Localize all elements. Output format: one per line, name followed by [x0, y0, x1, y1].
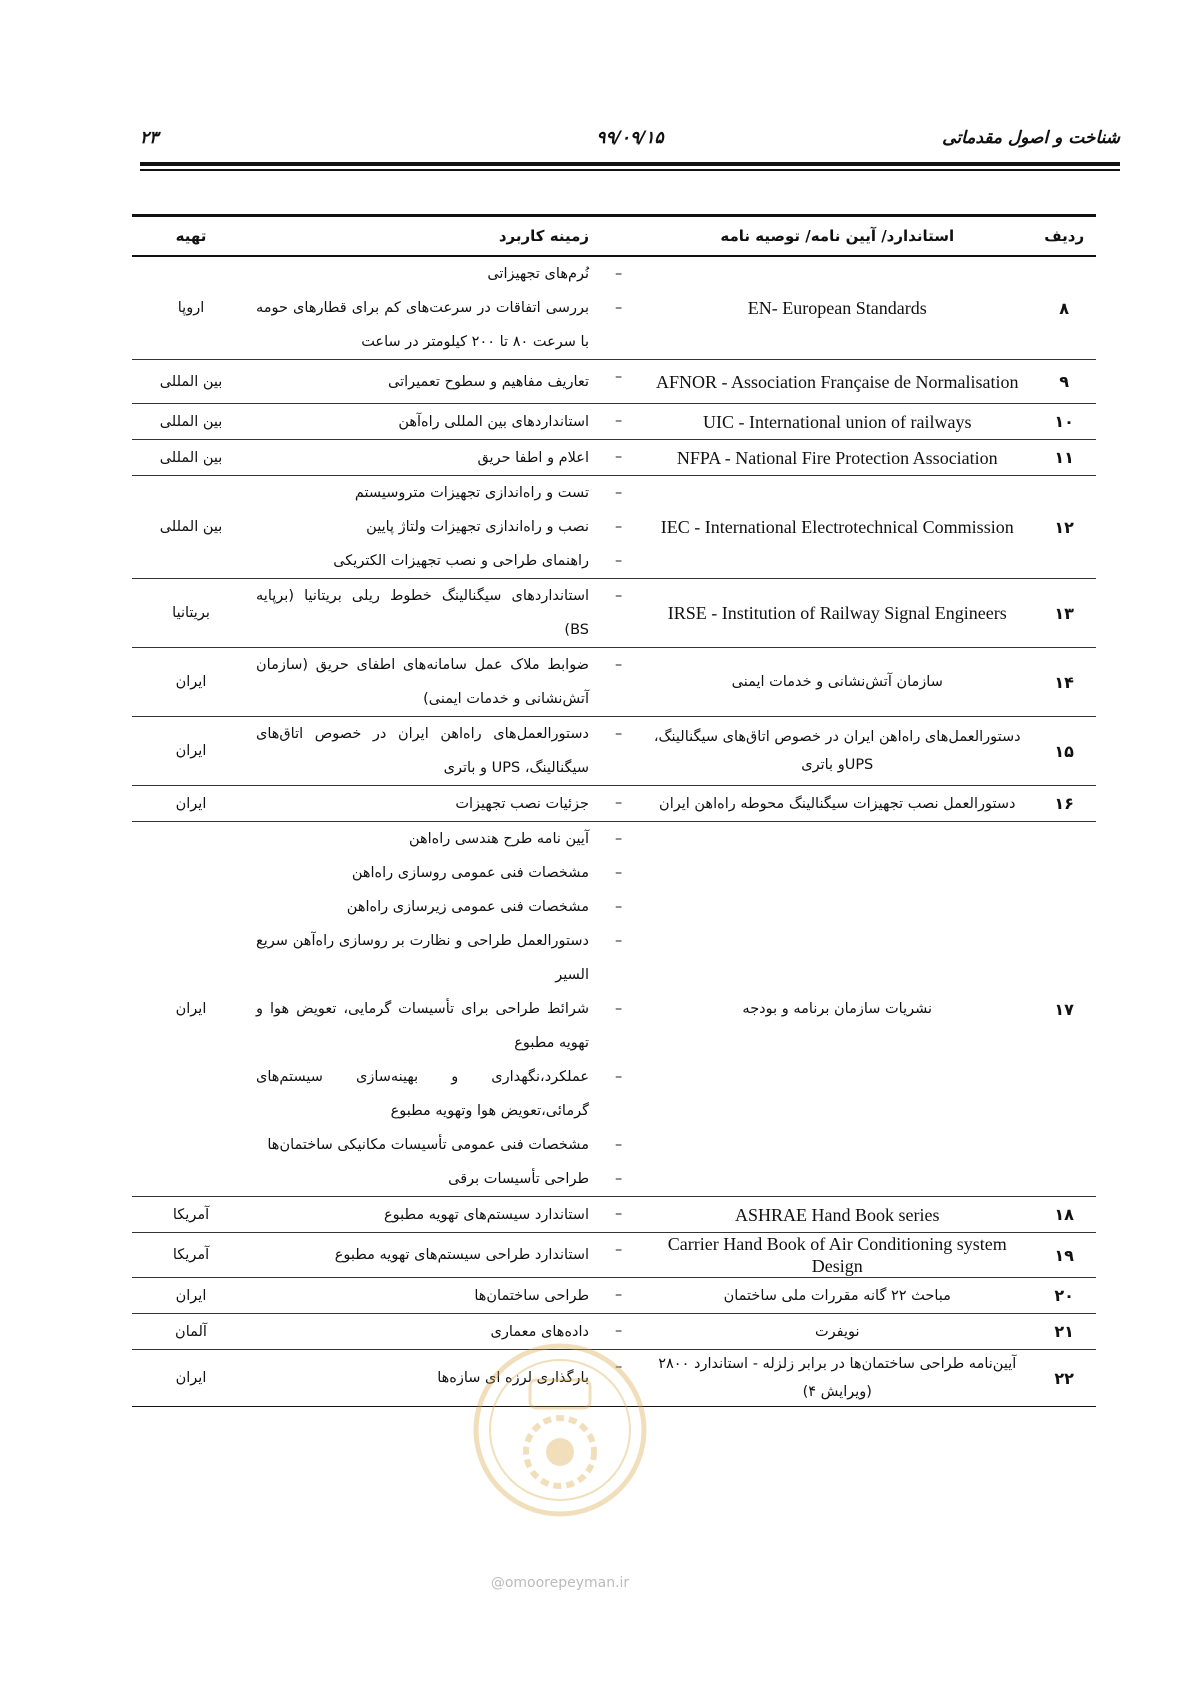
dash-bullet: – [614, 1069, 623, 1085]
row-number: ۲۰ [1032, 1278, 1096, 1314]
standard-name [642, 822, 1032, 1197]
dash-bullet: – [614, 1001, 623, 1017]
standard-name [642, 1350, 1032, 1407]
standard-name [642, 360, 1032, 404]
application-item: مشخصات فنی عمومی تأسیسات مکانیکی ساختمان‌ها [267, 1137, 589, 1153]
dash-bullet: – [614, 369, 623, 385]
dash-bullet: – [614, 795, 623, 811]
application-item: تعاریف مفاهیم و سطوح تعمیراتی [388, 373, 589, 390]
table-row [132, 579, 1096, 648]
standard-name [642, 1233, 1032, 1278]
application-item: استاندارد سیستم‌های تهویه مطبوع [383, 1206, 589, 1223]
row-number: ۱۳ [1032, 579, 1096, 648]
standard-text: AFNOR - Association Française de Normalisation [656, 371, 1019, 392]
standard-name [642, 717, 1032, 786]
preparer: ایران [132, 822, 250, 1197]
application-item: مشخصات فنی عمومی روسازی راه‌اهن [351, 865, 589, 881]
table-row [132, 717, 1096, 786]
bullet-column [595, 1197, 642, 1233]
standard-text: نویفرت [814, 1323, 860, 1340]
standard-text: دستورالعمل نصب تجهیزات سیگنالینگ محوطه راه‌اهن ایران [659, 795, 1016, 812]
bullet-column [595, 579, 642, 648]
table-row [132, 1233, 1096, 1278]
application-field [250, 476, 595, 579]
dash-bullet: – [614, 1137, 623, 1153]
table-row [132, 360, 1096, 404]
application-item: بررسی اتفاقات در سرعت‌های کم برای قطارهای حومه با سرعت ۸۰ تا ۲۰۰ کیلومتر در ساعت [256, 300, 589, 350]
preparer: بین المللی [132, 476, 250, 579]
dash-bullet: – [614, 657, 623, 673]
preparer: آمریکا [132, 1197, 250, 1233]
preparer: بین المللی [132, 440, 250, 476]
application-item: جزئیات نصب تجهیزات [455, 795, 589, 812]
row-number: ۱۴ [1032, 648, 1096, 717]
application-item: بارگذاری لرزه ای سازه‌ها [437, 1370, 589, 1386]
table-body [132, 256, 1096, 1407]
standard-name [642, 1314, 1032, 1350]
table-row [132, 1278, 1096, 1314]
dash-bullet: – [614, 1206, 623, 1222]
application-item: استاندارد طراحی سیستم‌های تهویه مطبوع [334, 1247, 589, 1263]
preparer: اروپا [132, 256, 250, 360]
preparer: ایران [132, 717, 250, 786]
bullet-column [595, 256, 642, 360]
page-number: ۲۳ [140, 128, 159, 148]
standard-text: NFPA - National Fire Protection Association [676, 447, 998, 468]
application-field [250, 1197, 595, 1233]
bullet-column [595, 440, 642, 476]
header-rule-thick [140, 162, 1120, 166]
application-item: استانداردهای سیگنالینگ خطوط ریلی بریتانیا (برپایه BS) [256, 588, 589, 638]
bullet-column [595, 822, 642, 1197]
application-item: راهنمای طراحی و نصب تجهیزات الکتریکی [333, 553, 589, 569]
application-field [250, 822, 595, 1197]
application-field [250, 256, 595, 360]
row-number: ۲۱ [1032, 1314, 1096, 1350]
bullet-column [595, 1233, 642, 1278]
standard-name [642, 648, 1032, 717]
application-item: طراحی تأسیسات برقی [448, 1171, 589, 1187]
dash-bullet: – [614, 1171, 623, 1187]
application-item: استانداردهای بین المللی راه‌آهن [398, 413, 589, 430]
row-number: ۱۹ [1032, 1233, 1096, 1278]
dash-bullet: – [614, 726, 623, 742]
bullet-column [595, 360, 642, 404]
standard-name [642, 1278, 1032, 1314]
dash-bullet: – [614, 519, 623, 535]
bullet-column [595, 786, 642, 822]
application-item: آیین نامه طرح هندسی راه‌اهن [408, 831, 589, 847]
row-number: ۱۶ [1032, 786, 1096, 822]
standard-text: Carrier Hand Book of Air Conditioning system Design [667, 1234, 1007, 1276]
dash-bullet: – [614, 553, 623, 569]
dash-bullet: – [614, 899, 623, 915]
table-row [132, 476, 1096, 579]
standard-text: نشریات سازمان برنامه و بودجه [742, 1001, 933, 1017]
application-field [250, 1278, 595, 1314]
application-field [250, 648, 595, 717]
row-number: ۱۱ [1032, 440, 1096, 476]
dash-bullet: – [614, 933, 623, 949]
standard-text: آیین‌نامه طراحی ساختمان‌ها در برابر زلزله - استاندارد ۲۸۰۰ (ویرایش ۴) [658, 1356, 1017, 1400]
preparer: بین المللی [132, 404, 250, 440]
preparer: ایران [132, 648, 250, 717]
application-field [250, 404, 595, 440]
bullet-column [595, 717, 642, 786]
application-item: تست و راه‌اندازی تجهیزات متروسیستم [354, 485, 589, 501]
col-header-bullets [595, 216, 642, 257]
standard-text: IEC - International Electrotechnical Commission [660, 517, 1014, 537]
preparer: آمریکا [132, 1233, 250, 1278]
preparer: ایران [132, 1278, 250, 1314]
table-row [132, 786, 1096, 822]
row-number: ۱۰ [1032, 404, 1096, 440]
standard-name [642, 256, 1032, 360]
row-number: ۱۷ [1032, 822, 1096, 1197]
application-item: داده‌های معماری [490, 1323, 589, 1340]
table-row [132, 256, 1096, 360]
bullet-column [595, 404, 642, 440]
dash-bullet: – [614, 588, 623, 604]
application-field [250, 717, 595, 786]
application-item: شرائط طراحی برای تأسیسات گرمایی، تعویض هوا و تهویه مطبوع [256, 1001, 589, 1051]
preparer: آلمان [132, 1314, 250, 1350]
application-field [250, 1233, 595, 1278]
bullet-column [595, 648, 642, 717]
preparer: ایران [132, 1350, 250, 1407]
running-title: شناخت و اصول مقدماتی [942, 128, 1120, 148]
table-row [132, 440, 1096, 476]
standard-text: سازمان آتش‌نشانی و خدمات ایمنی [731, 674, 943, 690]
application-item: طراحی ساختمان‌ها [474, 1287, 589, 1304]
page-header [140, 128, 1120, 154]
col-header-preparer: تهیه [132, 216, 250, 257]
dash-bullet: – [614, 449, 623, 465]
standard-name [642, 579, 1032, 648]
application-item: دستورالعمل طراحی و نظارت بر روسازی راه‌آهن سریع السیر [256, 933, 589, 983]
standard-text: دستورالعمل‌های راه‌اهن ایران در خصوص اتاق‌های سیگنالینگ، UPSو باتری [653, 729, 1021, 773]
standard-name [642, 440, 1032, 476]
preparer: بریتانیا [132, 579, 250, 648]
standard-text: ASHRAE Hand Book series [735, 1204, 940, 1225]
standard-name [642, 476, 1032, 579]
watermark-site: @omoorepeyman.ir [490, 1575, 630, 1591]
row-number: ۲۲ [1032, 1350, 1096, 1407]
dash-bullet: – [614, 865, 623, 881]
standard-text: EN- European Standards [747, 298, 927, 318]
dash-bullet: – [614, 1323, 623, 1339]
standard-name [642, 786, 1032, 822]
dash-bullet: – [614, 1359, 623, 1375]
table-row [132, 648, 1096, 717]
row-number: ۱۵ [1032, 717, 1096, 786]
standard-name [642, 404, 1032, 440]
application-item: عملکرد،نگهداری و بهینه‌سازی سیستم‌های گرمائی،تعویض هوا وتهویه مطبوع [256, 1069, 589, 1119]
application-field [250, 440, 595, 476]
table-row [132, 822, 1096, 1197]
row-number: ۹ [1032, 360, 1096, 404]
standards-table [132, 214, 1096, 1407]
watermark-logo [470, 1340, 650, 1520]
table-row [132, 404, 1096, 440]
dash-bullet: – [614, 1242, 623, 1258]
application-item: اعلام و اطفا حریق [477, 449, 589, 466]
dash-bullet: – [614, 831, 623, 847]
header-date: ۹۹/۰۹/۱۵ [596, 128, 664, 148]
application-item: دستورالعمل‌های راه‌اهن ایران در خصوص اتاق‌های سیگنالینگ، UPS و باتری [256, 726, 589, 776]
application-item: ضوابط ملاک عمل سامانه‌های اطفای حریق (سازمان آتش‌نشانی و خدمات ایمنی) [256, 657, 589, 707]
application-item: نصب و راه‌اندازی تجهیزات ولتاژ پایین [366, 519, 589, 535]
row-number: ۱۸ [1032, 1197, 1096, 1233]
dash-bullet: – [614, 413, 623, 429]
application-item: مشخصات فنی عمومی زیرسازی راه‌اهن [346, 899, 589, 915]
dash-bullet: – [614, 300, 623, 316]
standard-text: مباحث ۲۲ گانه مقررات ملی ساختمان [723, 1287, 951, 1304]
col-header-application: زمینه کاربرد [250, 216, 595, 257]
dash-bullet: – [614, 266, 623, 282]
preparer: بین المللی [132, 360, 250, 404]
standard-name [642, 1197, 1032, 1233]
dash-bullet: – [614, 485, 623, 501]
dash-bullet: – [614, 1287, 623, 1303]
row-number: ۸ [1032, 256, 1096, 360]
col-header-standard: استاندارد/ آیین نامه/ توصیه نامه [642, 216, 1032, 257]
standard-text: IRSE - Institution of Railway Signal Engineers [667, 603, 1007, 623]
application-field [250, 579, 595, 648]
table-header-row [132, 216, 1096, 257]
standard-text: UIC - International union of railways [703, 411, 972, 432]
application-field [250, 786, 595, 822]
preparer: ایران [132, 786, 250, 822]
application-item: نُرم‌های تجهیزاتی [487, 266, 589, 282]
application-field [250, 360, 595, 404]
row-number: ۱۲ [1032, 476, 1096, 579]
table-row [132, 1197, 1096, 1233]
header-rule-thin [140, 169, 1120, 171]
bullet-column [595, 1278, 642, 1314]
col-header-row: ردیف [1032, 216, 1096, 257]
bullet-column [595, 476, 642, 579]
